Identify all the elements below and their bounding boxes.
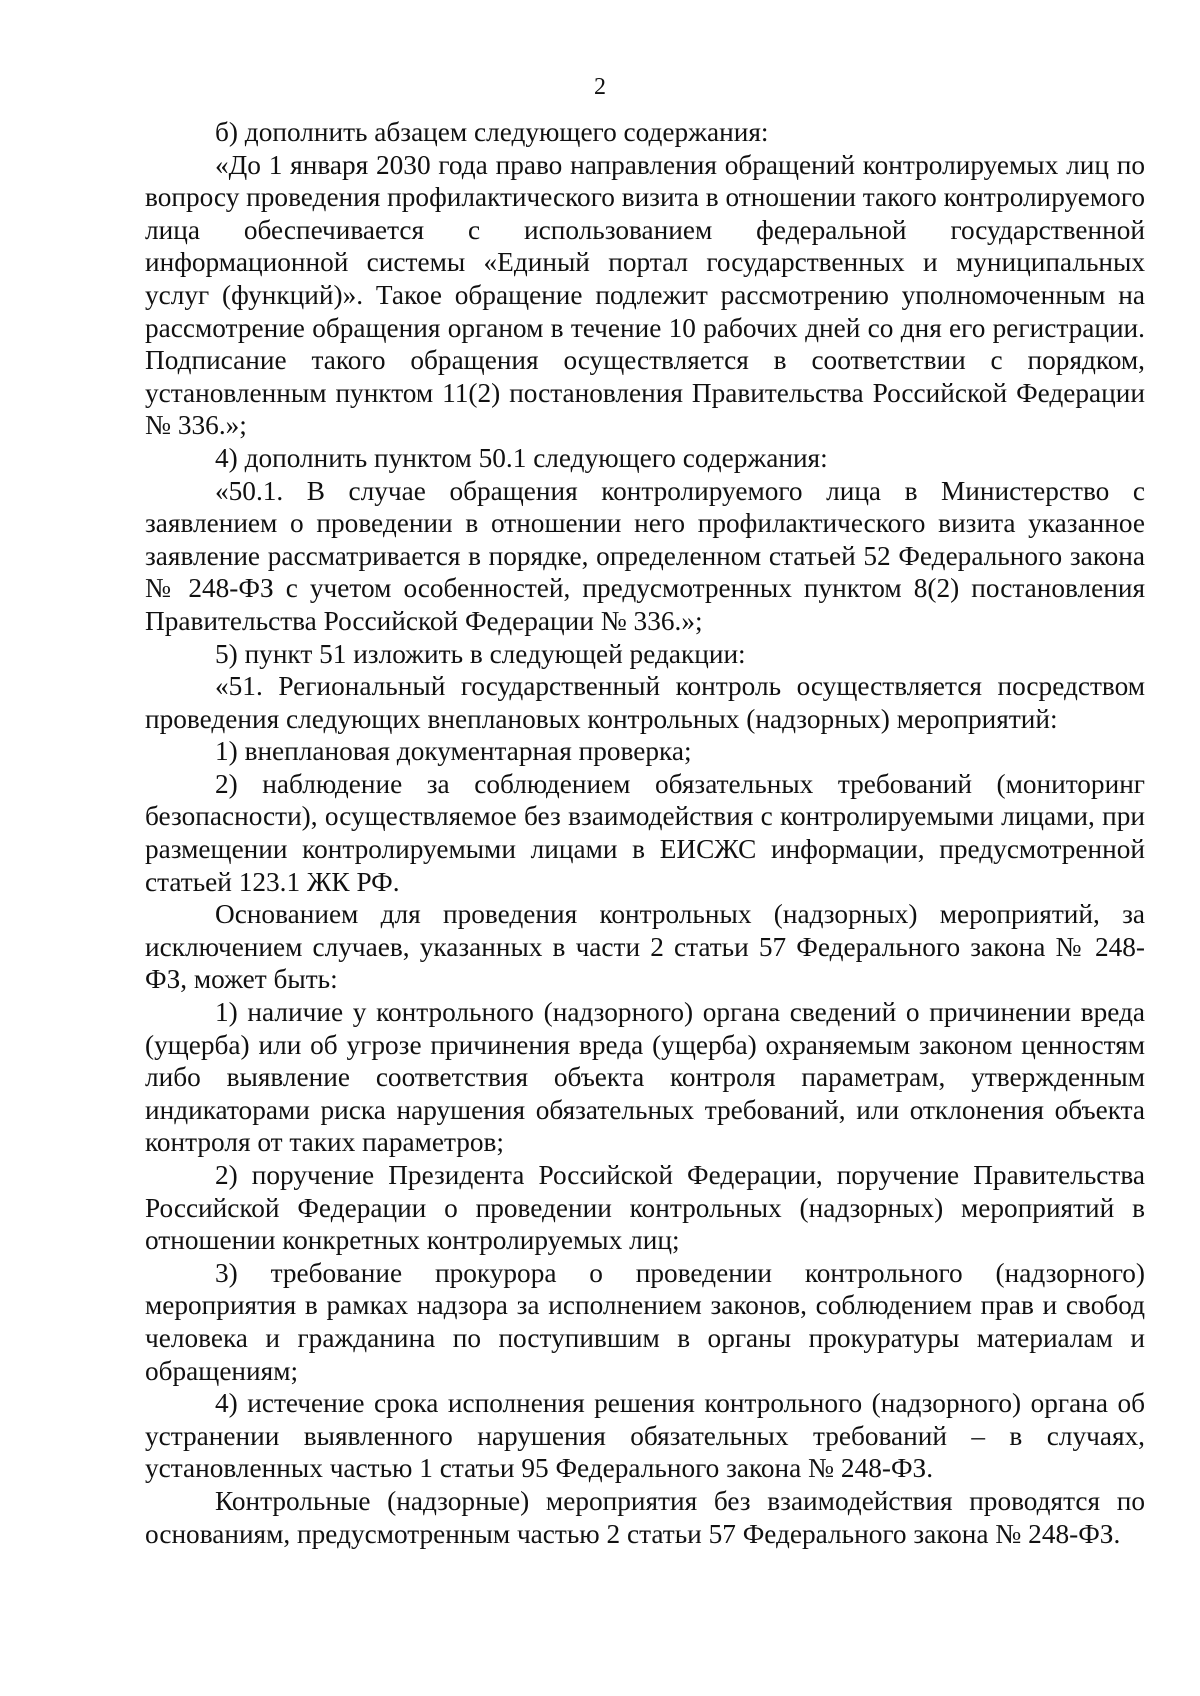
paragraph-amend-b: б) дополнить абзацем следующего содержания: [215, 117, 769, 147]
paragraph-grounds: Основанием для проведения контрольных (надзорных) мероприятий, за исключением случаев, указанных в части 2 статьи 57 Федерального закона № 248-ФЗ, может быть: [145, 899, 1145, 995]
paragraph-no-interaction: Контрольные (надзорные) мероприятия без взаимодействия проводятся по основаниям, предусмотренным частью 2 статьи 57 Федерального закона № 248-ФЗ. [145, 1485, 1145, 1549]
paragraph-51: «51. Региональный государственный контроль осуществляется посредством проведения следующих внеплановых контрольных (надзорных) мероприятий: [145, 671, 1145, 734]
paragraph-50-1: «50.1. В случае обращения контролируемого лица в Министерство с заявлением о проведении в отношении него профилактического визита указанное заявление рассматривается в порядке, определенном статьей 52 Федерального закона № 248-ФЗ с учетом особенностей, предусмотренных пунктом 8(2) постановления Правительства Российской Федерации № 336.»; [145, 475, 1145, 636]
paragraph-item-5: 5) пункт 51 изложить в следующей редакции: [215, 638, 746, 669]
paragraph-ground-3: 3) требование прокурора о проведении контрольного (надзорного) мероприятия в рамках надзора за исполнением законов, соблюдением прав и свобод человека и гражданина по поступившим в органы прокуратуры материалам и обращениям; [145, 1257, 1145, 1386]
paragraph-item-4: 4) дополнить пунктом 50.1 следующего содержания: [215, 442, 828, 473]
paragraph-amend-b-text: «До 1 января 2030 года право направления обращений контролируемых лиц по вопросу проведения профилактического визита в отношении такого контролируемого лица обеспечивается с использованием федеральной государственной информационной системы «Единый портал государственных и муниципальных услуг (функций)». Такое обращение подлежит рассмотрению уполномоченным на рассмотрение обращения органом в течение 10 рабочих дней со дня его регистрации. Подписание такого обращения осуществляется в соответствии с порядком, установленным пунктом 11(2) постановления Правительства Российской Федерации № 336.»; [145, 149, 1145, 441]
paragraph-ground-2: 2) поручение Президента Российской Федерации, поручение Правительства Российской Федерации о проведении контрольных (надзорных) мероприятий в отношении конкретных контролируемых лиц; [145, 1160, 1145, 1256]
paragraph-51-item-1: 1) внеплановая документарная проверка; [215, 736, 692, 767]
paragraph-51-item-2: 2) наблюдение за соблюдением обязательных требований (мониторинг безопасности), осуществляемое без взаимодействия с контролируемыми лицами, при размещении контролируемыми лицами в ЕИСЖС информации, предусмотренной статьей 123.1 ЖК РФ. [145, 768, 1145, 897]
page-number: 2 [594, 74, 606, 100]
paragraph-ground-1: 1) наличие у контрольного (надзорного) органа сведений о причинении вреда (ущерба) или об угрозе причинения вреда (ущерба) охраняемым законом ценностям либо выявление соответствия объекта контроля параметрам, утвержденным индикаторами риска нарушения обязательных требований, или отклонения объекта контроля от таких параметров; [145, 997, 1145, 1158]
paragraph-ground-4: 4) истечение срока исполнения решения контрольного (надзорного) органа об устранении выявленного нарушения обязательных требований – в случаях, установленных частью 1 статьи 95 Федерального закона № 248-ФЗ. [145, 1388, 1145, 1484]
document-body [145, 116, 1145, 1550]
